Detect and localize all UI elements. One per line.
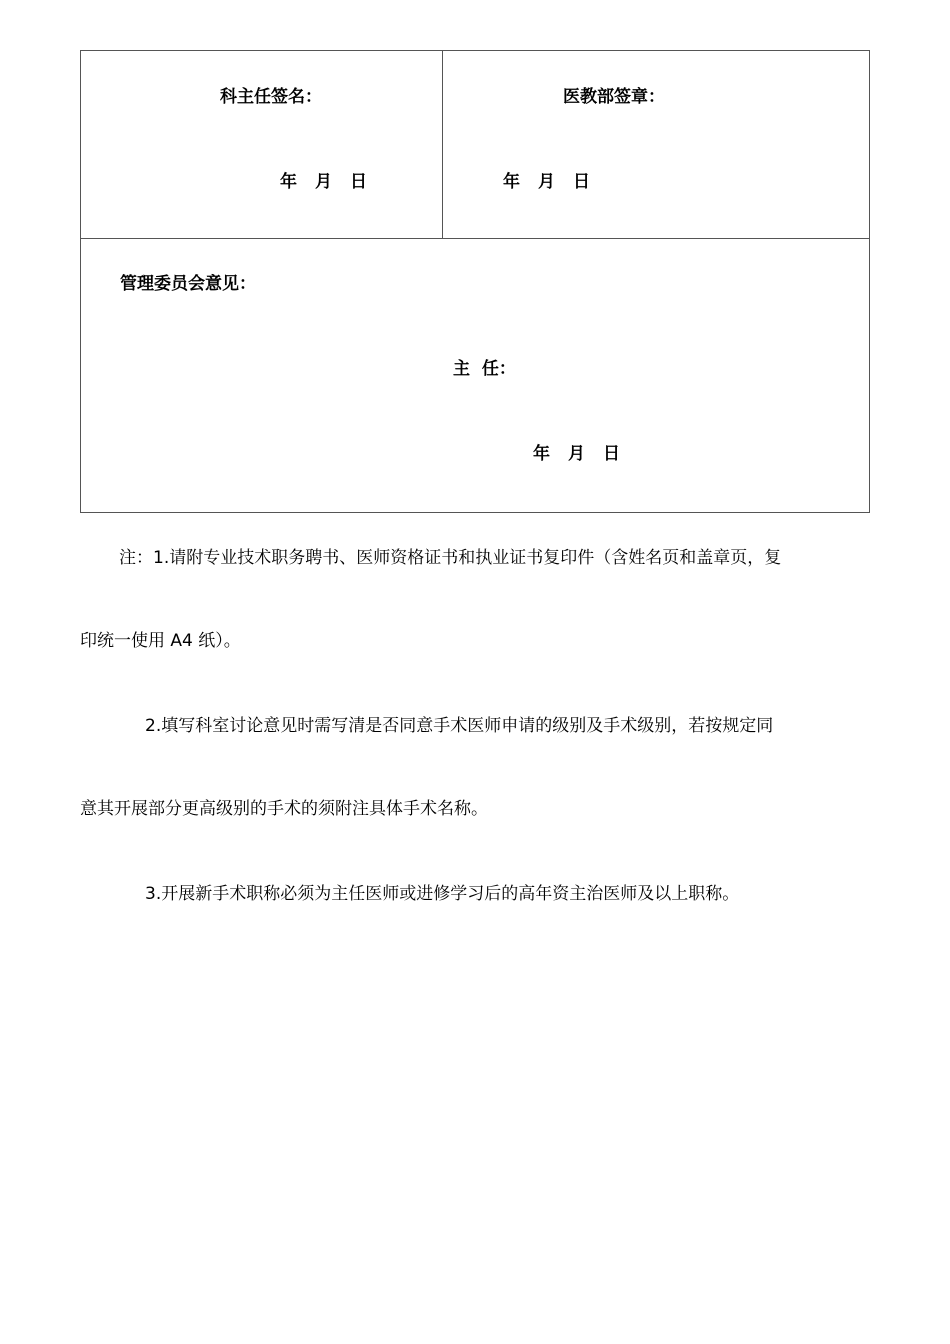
committee-date [533,443,620,465]
dept-head-signature-label: 科主任签名： [220,87,322,107]
medical-education-seal-label: 医教部签章： [563,87,665,107]
committee-opinion-label: 管理委员会意见： [120,274,256,294]
note-3-line-1: 3.开展新手术职称必须为主任医师或进修学习后的高年资主治医师及以上职称。 [145,884,740,904]
dept-head-cell [81,51,443,238]
month-label: 月 [568,444,585,464]
year-label: 年 [533,444,550,464]
dept-head-date [280,171,367,193]
committee-row [81,239,869,512]
day-label: 日 [603,444,620,464]
year-label: 年 [503,172,520,192]
note-2-line-2: 意其开展部分更高级别的手术的须附注具体手术名称。 [80,799,488,819]
approval-table [80,50,870,513]
day-label: 日 [573,172,590,192]
medical-education-date [503,171,590,193]
note-1-line-2: 印统一使用 A4 纸）。 [80,631,241,651]
director-label: 主 任： [453,359,516,379]
note-2-line-1: 2.填写科室讨论意见时需写清是否同意手术医师申请的级别及手术级别，若按规定同 [145,716,774,736]
note-1-line-1: 注：1.请附专业技术职务聘书、医师资格证书和执业证书复印件（含姓名页和盖章页，复 [119,548,782,568]
year-label: 年 [280,172,297,192]
day-label: 日 [350,172,367,192]
medical-education-cell [443,51,869,238]
signature-row [81,51,869,239]
month-label: 月 [315,172,332,192]
month-label: 月 [538,172,555,192]
